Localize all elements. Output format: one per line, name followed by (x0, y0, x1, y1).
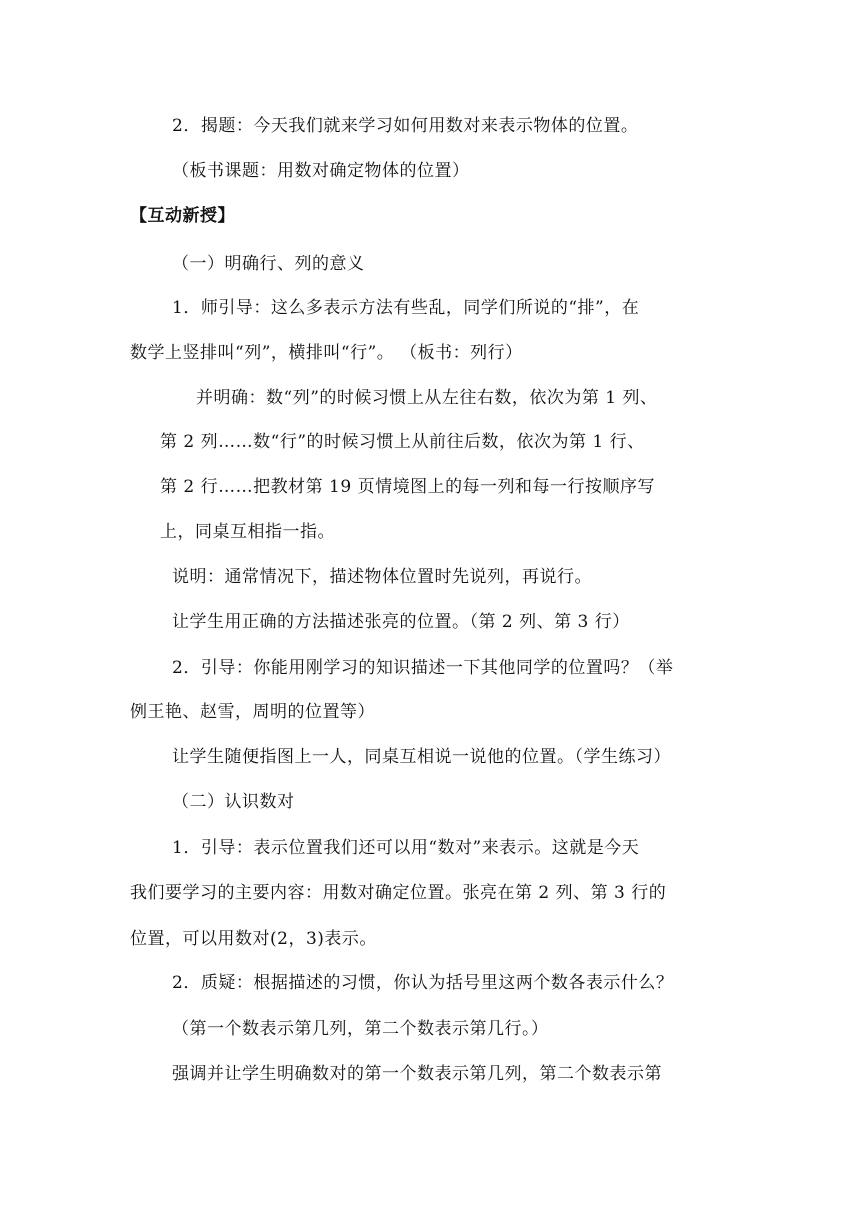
paragraph-line: 1．师引导：这么多表示方法有些乱，同学们所说的“排”，在 (172, 298, 640, 318)
paragraph-line: 让学生用正确的方法描述张亮的位置。（第 2 列、第 3 行） (172, 612, 630, 632)
paragraph-line: 第 2 列……数“行”的时候习惯上从前往后数，依次为第 1 行、 (160, 432, 645, 452)
section-heading: 【互动新授】 (130, 206, 235, 226)
subsection-heading: （二）认识数对 (172, 792, 295, 812)
paragraph-line: 上，同桌互相指一指。 (160, 522, 335, 542)
paragraph-line: 2．质疑：根据描述的习惯，你认为括号里这两个数各表示什么？ (172, 973, 674, 993)
subsection-heading: （一）明确行、列的意义 (172, 254, 365, 274)
paragraph-line: 2．引导：你能用刚学习的知识描述一下其他同学的位置吗？（举 (172, 658, 674, 678)
paragraph-line: 2．揭题：今天我们就来学习如何用数对来表示物体的位置。 (172, 116, 639, 136)
paragraph-line: 并明确：数“列”的时候习惯上从左往右数，依次为第 1 列、 (196, 388, 658, 408)
paragraph-line: 位置，可以用数对(2，3)表示。 (130, 929, 377, 949)
paragraph-line: （第一个数表示第几列，第二个数表示第几行。） (172, 1019, 549, 1039)
paragraph-line: 说明：通常情况下，描述物体位置时先说列，再说行。 (172, 567, 592, 587)
paragraph-line: 我们要学习的主要内容：用数对确定位置。张亮在第 2 列、第 3 行的 (130, 883, 667, 903)
paragraph-line: 1．引导：表示位置我们还可以用“数对”来表示。这就是今天 (172, 838, 640, 858)
paragraph-line: 让学生随便指图上一人，同桌互相说一说他的位置。（学生练习） (172, 747, 671, 767)
paragraph-line: 第 2 行……把教材第 19 页情境图上的每一列和每一行按顺序写 (160, 477, 656, 497)
paragraph-line: （板书课题：用数对确定物体的位置） (172, 161, 470, 181)
paragraph-line: 强调并让学生明确数对的第一个数表示第几列，第二个数表示第 (172, 1064, 662, 1084)
paragraph-line: 例王艳、赵雪，周明的位置等） (130, 702, 375, 722)
paragraph-line: 数学上竖排叫“列”，横排叫“行”。 （板书：列行） (130, 343, 523, 363)
